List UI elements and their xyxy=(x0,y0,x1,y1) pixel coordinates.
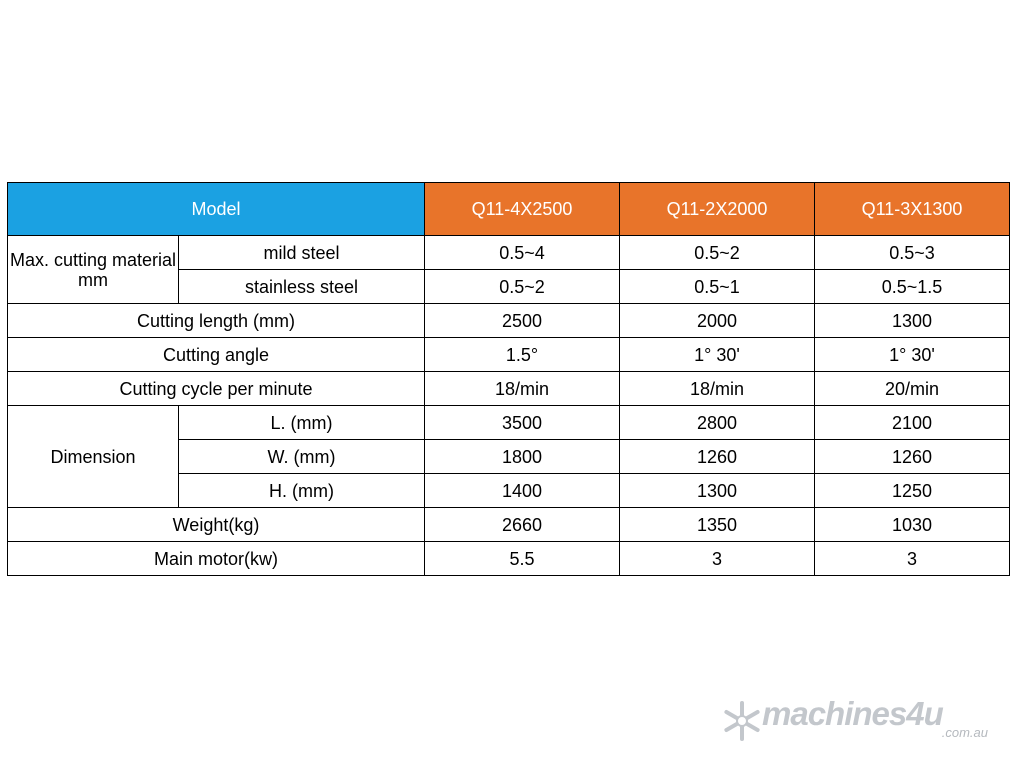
table-row-cutting-length xyxy=(8,304,1010,338)
table-cell: 0.5~1.5 xyxy=(815,270,1010,304)
table-cell: 18/min xyxy=(425,372,620,406)
row-label: Cutting angle xyxy=(8,338,425,372)
table-cell: 2100 xyxy=(815,406,1010,440)
max-cutting-label: Max. cutting material mm xyxy=(8,236,179,304)
row-label: H. (mm) xyxy=(179,474,425,508)
table-cell: 0.5~2 xyxy=(620,236,815,270)
table-cell: 20/min xyxy=(815,372,1010,406)
table-cell: 3500 xyxy=(425,406,620,440)
table-cell: 3 xyxy=(620,542,815,576)
model-header: Model xyxy=(8,183,425,236)
model-column-3: Q11-3X1300 xyxy=(815,183,1010,236)
dimension-label: Dimension xyxy=(8,406,179,508)
table-cell: 1260 xyxy=(620,440,815,474)
model-column-2: Q11-2X2000 xyxy=(620,183,815,236)
table-row-dimension-l xyxy=(8,406,1010,440)
table-cell: 2660 xyxy=(425,508,620,542)
table-row-mild-steel xyxy=(8,236,1010,270)
snowflake-star-icon xyxy=(722,699,762,743)
row-label: L. (mm) xyxy=(179,406,425,440)
row-label: Cutting cycle per minute xyxy=(8,372,425,406)
model-column-1: Q11-4X2500 xyxy=(425,183,620,236)
table-row-main-motor xyxy=(8,542,1010,576)
table-cell: 0.5~3 xyxy=(815,236,1010,270)
table-cell: 5.5 xyxy=(425,542,620,576)
table-cell: 3 xyxy=(815,542,1010,576)
table-cell: 1300 xyxy=(815,304,1010,338)
machines4u-logo xyxy=(722,697,994,747)
table-cell: 1260 xyxy=(815,440,1010,474)
table-row-weight xyxy=(8,508,1010,542)
spec-table xyxy=(7,182,1010,576)
table-cell: 2500 xyxy=(425,304,620,338)
row-label: Weight(kg) xyxy=(8,508,425,542)
table-cell: 1° 30' xyxy=(815,338,1010,372)
logo-wordmark: machines4u xyxy=(762,695,943,732)
table-cell: 0.5~4 xyxy=(425,236,620,270)
header-row xyxy=(8,183,1010,236)
table-row-cutting-cycle xyxy=(8,372,1010,406)
table-cell: 2800 xyxy=(620,406,815,440)
table-cell: 1030 xyxy=(815,508,1010,542)
table-cell: 1300 xyxy=(620,474,815,508)
table-row-cutting-angle xyxy=(8,338,1010,372)
table-cell: 1250 xyxy=(815,474,1010,508)
table-cell: 0.5~2 xyxy=(425,270,620,304)
row-label: Cutting length (mm) xyxy=(8,304,425,338)
table-cell: 1800 xyxy=(425,440,620,474)
row-label: Main motor(kw) xyxy=(8,542,425,576)
table-cell: 1350 xyxy=(620,508,815,542)
table-cell: 1° 30' xyxy=(620,338,815,372)
table-cell: 18/min xyxy=(620,372,815,406)
table-cell: 1.5° xyxy=(425,338,620,372)
row-label: W. (mm) xyxy=(179,440,425,474)
logo-domain: .com.au xyxy=(941,725,988,740)
row-label: stainless steel xyxy=(179,270,425,304)
table-cell: 1400 xyxy=(425,474,620,508)
table-cell: 0.5~1 xyxy=(620,270,815,304)
table-cell: 2000 xyxy=(620,304,815,338)
row-label: mild steel xyxy=(179,236,425,270)
